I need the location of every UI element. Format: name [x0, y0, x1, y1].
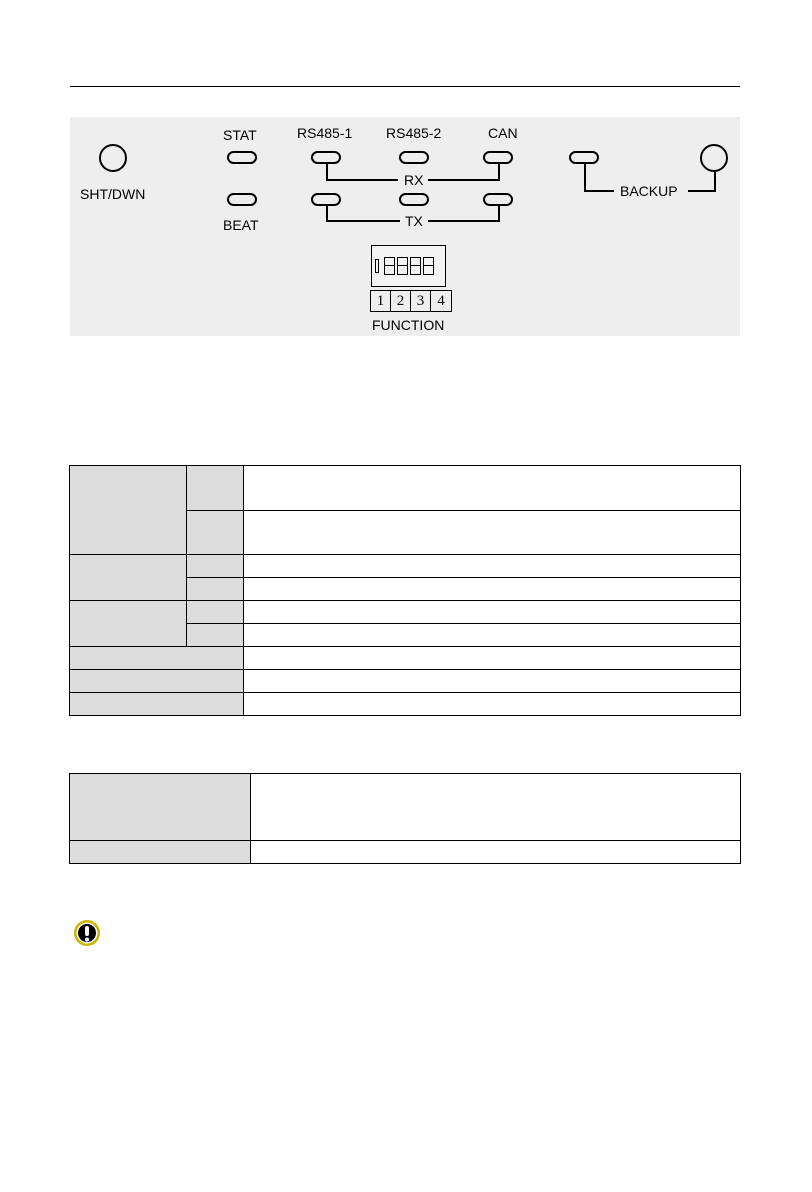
button-table — [69, 773, 741, 864]
table-cell — [244, 555, 741, 578]
function-display — [371, 245, 446, 287]
tx-bracket-left — [326, 206, 328, 221]
stat-label: STAT — [223, 127, 257, 143]
table-cell — [244, 511, 741, 555]
indicator-table — [69, 465, 741, 716]
tx-bracket-right — [498, 206, 500, 221]
table-cell — [244, 578, 741, 601]
table-cell — [70, 774, 251, 841]
table-cell — [187, 624, 244, 647]
display-digit-4 — [423, 257, 434, 275]
shutdown-label: SHT/DWN — [80, 186, 146, 202]
shutdown-button[interactable] — [99, 144, 127, 172]
function-key-4[interactable]: 4 — [437, 293, 445, 309]
tx-bracket-bottom-right — [428, 220, 500, 222]
backup-bracket-right — [714, 172, 716, 192]
table-row — [70, 601, 741, 624]
table-row — [70, 647, 741, 670]
table-cell — [187, 578, 244, 601]
table-cell — [70, 647, 244, 670]
rs485-1-label: RS485-1 — [297, 125, 353, 141]
table-cell — [187, 511, 244, 555]
rx-can-led — [483, 151, 513, 164]
table-cell — [70, 601, 187, 647]
table-row — [70, 466, 741, 511]
backup-bracket-bottom-right — [688, 190, 716, 192]
backup-bracket-bottom-left — [584, 190, 614, 192]
table-cell — [244, 466, 741, 511]
display-digit-2 — [397, 257, 408, 275]
table-cell — [70, 670, 244, 693]
table-cell — [244, 670, 741, 693]
tx-label: TX — [405, 213, 423, 229]
tx-can-led — [483, 193, 513, 206]
backup-button[interactable] — [700, 144, 728, 172]
rx-rs485-1-led — [311, 151, 341, 164]
table-cell — [70, 841, 251, 864]
warning-icon — [73, 919, 101, 947]
table-row — [70, 693, 741, 716]
function-label: FUNCTION — [372, 317, 445, 333]
table-row — [70, 774, 741, 841]
rx-label: RX — [404, 172, 424, 188]
table-cell — [244, 601, 741, 624]
table-row — [70, 555, 741, 578]
function-key-2[interactable]: 2 — [391, 291, 411, 311]
table-cell — [187, 466, 244, 511]
backup-bracket-left — [584, 164, 586, 191]
table-row — [70, 670, 741, 693]
function-key-1[interactable]: 1 — [371, 291, 391, 311]
display-notch — [375, 259, 379, 273]
table-cell — [244, 624, 741, 647]
can-label: CAN — [488, 125, 518, 141]
table-row — [70, 841, 741, 864]
tx-rs485-2-led — [399, 193, 429, 206]
table-cell — [70, 693, 244, 716]
table-cell — [70, 466, 187, 555]
rx-bracket-bottom-left — [326, 179, 398, 181]
beat-label: BEAT — [223, 217, 259, 233]
rx-bracket-right — [498, 164, 500, 180]
tx-bracket-bottom-left — [326, 220, 400, 222]
stat-led — [227, 151, 257, 164]
table-cell — [244, 693, 741, 716]
function-key-3[interactable]: 3 — [411, 291, 431, 311]
backup-led — [569, 151, 599, 164]
rs485-2-label: RS485-2 — [386, 125, 442, 141]
front-panel-diagram — [70, 117, 740, 336]
tx-rs485-1-led — [311, 193, 341, 206]
table-cell — [251, 774, 741, 841]
table-cell — [251, 841, 741, 864]
rx-rs485-2-led — [399, 151, 429, 164]
table-cell — [244, 647, 741, 670]
header-rule — [70, 86, 740, 87]
display-digit-1 — [384, 257, 395, 275]
backup-label: BACKUP — [620, 183, 678, 199]
table-cell — [187, 601, 244, 624]
rx-bracket-left — [326, 164, 328, 180]
beat-led — [227, 193, 257, 206]
rx-bracket-bottom-right — [428, 179, 500, 181]
table-cell — [187, 555, 244, 578]
display-digit-3 — [410, 257, 421, 275]
table-cell — [70, 555, 187, 601]
function-keypad — [370, 290, 452, 312]
